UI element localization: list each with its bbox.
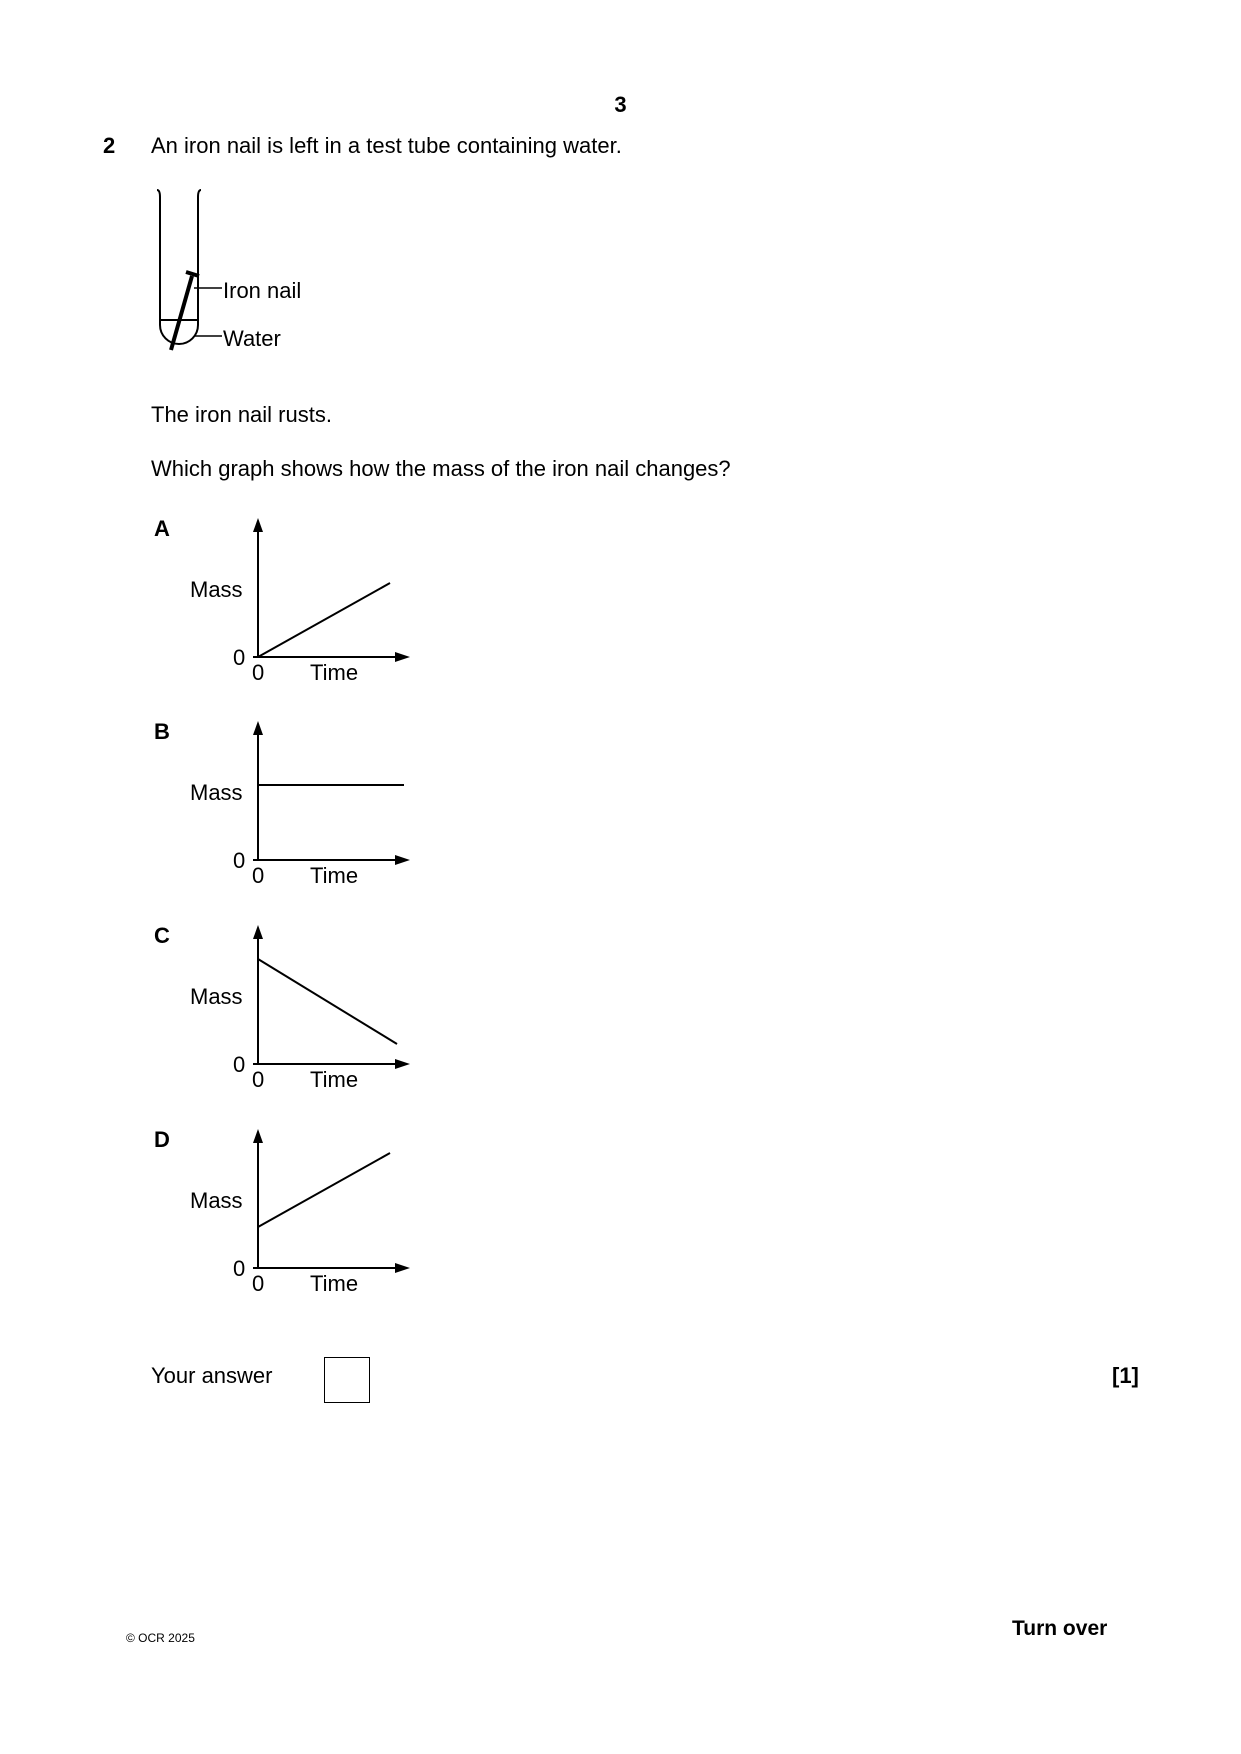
x-origin-label: 0 bbox=[252, 660, 265, 685]
y-axis-arrow-icon bbox=[253, 925, 263, 939]
mass-line bbox=[258, 583, 390, 657]
y-axis-arrow-icon bbox=[253, 721, 263, 735]
marks-indicator: [1] bbox=[1112, 1363, 1139, 1388]
y-axis-label: Mass bbox=[190, 984, 243, 1009]
x-axis-arrow-icon bbox=[395, 855, 410, 865]
turn-over-label: Turn over bbox=[1012, 1617, 1108, 1640]
prompt-text: Which graph shows how the mass of the iron nail changes? bbox=[151, 456, 731, 481]
option-d-graph bbox=[180, 1126, 430, 1296]
question-text: An iron nail is left in a test tube containing water. bbox=[151, 133, 622, 158]
x-origin-label: 0 bbox=[252, 863, 265, 888]
option-b-letter: B bbox=[154, 719, 170, 744]
x-axis-label: Time bbox=[310, 660, 359, 685]
answer-box[interactable] bbox=[324, 1357, 370, 1403]
y-axis-label: Mass bbox=[190, 1188, 243, 1213]
x-origin-label: 0 bbox=[252, 1067, 265, 1092]
y-axis-arrow-icon bbox=[253, 1129, 263, 1143]
y-axis-label: Mass bbox=[190, 577, 243, 602]
option-c-graph bbox=[180, 922, 430, 1092]
option-c-letter: C bbox=[154, 923, 170, 948]
y-origin-label: 0 bbox=[233, 1256, 246, 1281]
x-origin-label: 0 bbox=[252, 1271, 265, 1296]
y-origin-label: 0 bbox=[233, 1052, 246, 1077]
y-origin-label: 0 bbox=[233, 848, 246, 873]
statement-text: The iron nail rusts. bbox=[151, 402, 332, 427]
x-axis-arrow-icon bbox=[395, 1263, 410, 1273]
copyright-notice: © OCR 2025 bbox=[126, 1631, 195, 1645]
x-axis-arrow-icon bbox=[395, 652, 410, 662]
mass-line bbox=[258, 959, 397, 1044]
option-b-graph bbox=[180, 718, 430, 888]
your-answer-label: Your answer bbox=[151, 1363, 273, 1388]
x-axis-label: Time bbox=[310, 863, 359, 888]
x-axis-label: Time bbox=[310, 1271, 359, 1296]
iron-nail-label: Iron nail bbox=[223, 278, 302, 303]
page-number: 3 bbox=[614, 92, 627, 117]
water-label: Water bbox=[223, 326, 281, 351]
mass-line bbox=[258, 1153, 390, 1227]
question-number: 2 bbox=[103, 133, 116, 158]
option-d-letter: D bbox=[154, 1127, 170, 1152]
option-a-graph bbox=[180, 515, 430, 685]
y-origin-label: 0 bbox=[233, 645, 246, 670]
x-axis-arrow-icon bbox=[395, 1059, 410, 1069]
x-axis-label: Time bbox=[310, 1067, 359, 1092]
option-a-letter: A bbox=[154, 516, 170, 541]
y-axis-label: Mass bbox=[190, 780, 243, 805]
y-axis-arrow-icon bbox=[253, 518, 263, 532]
